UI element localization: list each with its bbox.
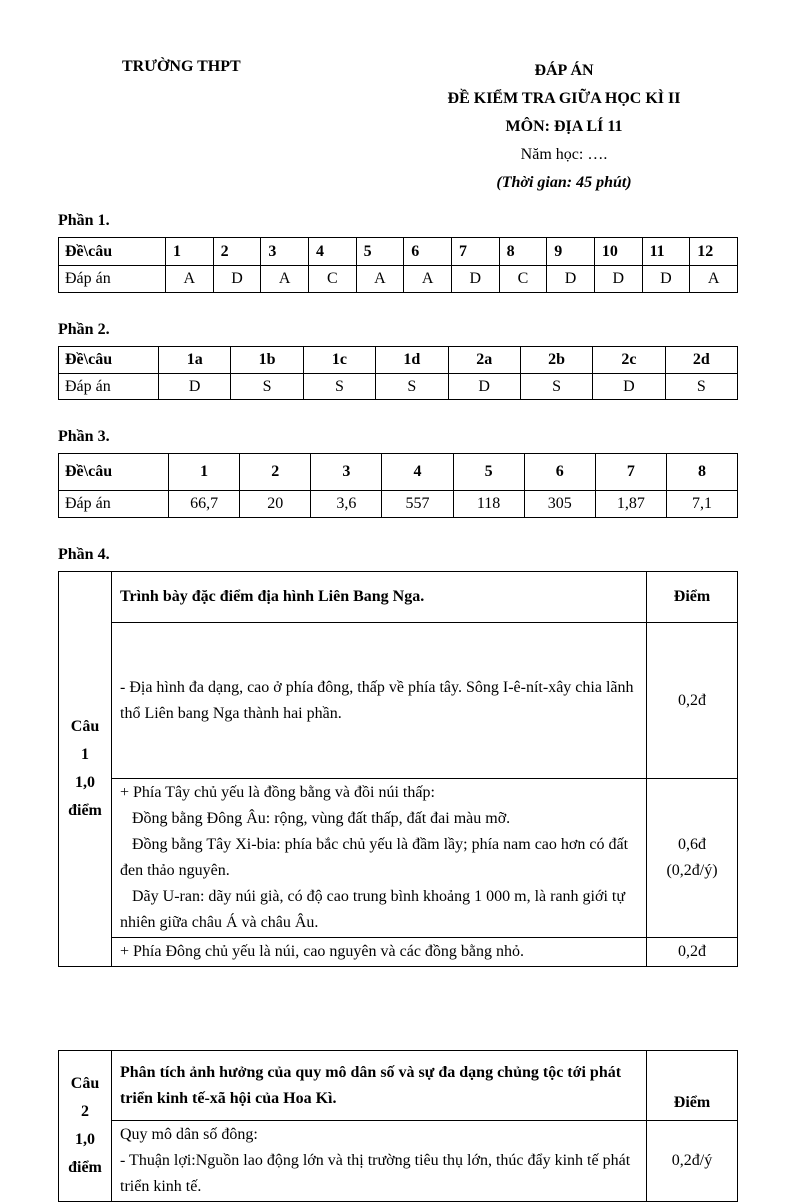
section-part1: [58, 211, 738, 293]
score-header-cell: Điểm: [647, 572, 738, 623]
answer-cell: 305: [524, 491, 595, 518]
content-paragraph: Đồng bằng Tây Xi-bia: phía bắc chủ yếu là đầm lầy; phía nam cao hơn có đất đen thảo nguyên.: [120, 836, 629, 879]
score-line: 0,2đ: [678, 691, 706, 709]
content-paragraph: Quy mô dân số đông:: [120, 1126, 258, 1143]
question-number-cell: 5: [356, 238, 404, 266]
corner-cell: Đề\câu: [59, 347, 159, 374]
header-row: [59, 347, 738, 374]
question-label-line: Câu: [70, 718, 100, 735]
header-row: [59, 454, 738, 491]
question-number-cell: 8: [499, 238, 547, 266]
section-part3: [58, 427, 738, 518]
question-number-cell: 5: [453, 454, 524, 491]
section-part2: [58, 320, 738, 400]
answer-cell: 1,87: [595, 491, 666, 518]
subject-line: MÔN: ĐỊA LÍ 11: [505, 118, 623, 135]
rubric-header-row: [59, 1051, 738, 1121]
content-paragraph: - Thuận lợi:Nguồn lao động lớn và thị trường tiêu thụ lớn, thúc đẩy kinh tế phát triển kinh tế.: [120, 1152, 631, 1195]
content-paragraph: - Địa hình đa dạng, cao ở phía đông, thấp về phía tây. Sông I-ê-nít-xây chia lãnh thổ Liên bang Nga thành hai phần.: [120, 678, 634, 722]
answer-cell: S: [303, 374, 375, 400]
rubric-row: [59, 1121, 738, 1202]
question-number-cell: 2: [240, 454, 311, 491]
question-2-table: [58, 1050, 738, 1202]
question-label-line: điểm: [68, 1159, 102, 1176]
school-name: TRƯỜNG THPT: [122, 58, 241, 75]
question-number-cell: 12: [690, 238, 738, 266]
content-paragraph: Đồng bằng Đông Âu: rộng, vùng đất thấp, đất đai màu mỡ.: [132, 810, 511, 827]
answer-cell: A: [404, 266, 452, 293]
question-title-cell: Phân tích ảnh hưởng của quy mô dân số và sự đa dạng chủng tộc tới phát triển kinh tế-xã hội của Hoa Kì.: [112, 1051, 647, 1121]
answer-row: [59, 266, 738, 293]
question-number-cell: 4: [308, 238, 356, 266]
rubric-tables: [58, 571, 738, 1202]
answer-cell: D: [594, 266, 642, 293]
rubric-row: [59, 623, 738, 779]
row-label-cell: Đáp án: [59, 491, 169, 518]
question-1-table: [58, 571, 738, 967]
part2-table: [58, 346, 738, 400]
part4-label: Phần 4.: [58, 546, 110, 563]
question-number-cell: 2d: [665, 347, 737, 374]
question-number-cell: 1c: [303, 347, 375, 374]
section-part4: [58, 545, 738, 1202]
score-header-cell: Điểm: [647, 1051, 738, 1121]
question-number-cell: 6: [524, 454, 595, 491]
question-label-line: điểm: [68, 802, 102, 819]
question-number-cell: 1a: [159, 347, 231, 374]
duration-line: (Thời gian: 45 phút): [496, 174, 632, 191]
title-block: [390, 57, 738, 197]
question-label-line: Câu: [70, 1075, 100, 1092]
answer-cell: S: [231, 374, 303, 400]
answer-cell: 3,6: [311, 491, 382, 518]
answer-cell: S: [376, 374, 448, 400]
question-number-cell: 2b: [520, 347, 592, 374]
score-cell: [647, 1121, 738, 1202]
answer-cell: D: [448, 374, 520, 400]
score-line: 0,2đ/ý: [671, 1152, 713, 1169]
answer-cell: A: [261, 266, 309, 293]
question-number-cell: 2c: [593, 347, 665, 374]
score-cell: [647, 938, 738, 967]
answer-cell: C: [499, 266, 547, 293]
question-number-cell: 10: [594, 238, 642, 266]
content-cell: [112, 938, 647, 967]
corner-cell: Đề\câu: [59, 454, 169, 491]
exam-title: ĐỀ KIỂM TRA GIỮA HỌC KÌ II: [447, 90, 681, 107]
answer-cell: A: [166, 266, 214, 293]
document-header: [58, 57, 738, 197]
score-line: (0,2đ/ý): [666, 862, 718, 879]
question-number-cell: 2: [213, 238, 261, 266]
answer-cell: 7,1: [666, 491, 737, 518]
rubric-row: [59, 779, 738, 938]
question-label-line: 1,0: [75, 774, 95, 791]
question-number-cell: 7: [595, 454, 666, 491]
answer-cell: A: [690, 266, 738, 293]
part1-label: Phần 1.: [58, 212, 110, 229]
answer-cell: S: [665, 374, 737, 400]
question-number-cell: 1: [169, 454, 240, 491]
row-label-cell: Đáp án: [59, 266, 166, 293]
question-number-cell: 2a: [448, 347, 520, 374]
answer-cell: C: [308, 266, 356, 293]
question-number-cell: 1: [166, 238, 214, 266]
question-number-cell: 3: [311, 454, 382, 491]
answer-cell: 66,7: [169, 491, 240, 518]
part3-label: Phần 3.: [58, 428, 110, 445]
score-cell: [647, 779, 738, 938]
answer-cell: S: [520, 374, 592, 400]
question-number-cell: 11: [642, 238, 690, 266]
rubric-header-row: [59, 572, 738, 623]
question-title-cell: Trình bày đặc điểm địa hình Liên Bang Nga.: [112, 572, 647, 623]
question-label-cell: [59, 1051, 112, 1202]
content-paragraph: Dãy U-ran: dãy núi già, có độ cao trung bình khoảng 1 000 m, là ranh giới tự nhiên giữa châu Á và châu Âu.: [120, 888, 626, 931]
content-paragraph: + Phía Đông chủ yếu là núi, cao nguyên và các đồng bằng nhỏ.: [120, 943, 525, 960]
document-title: ĐÁP ÁN: [534, 62, 594, 79]
answer-cell: 20: [240, 491, 311, 518]
answer-cell: A: [356, 266, 404, 293]
question-number-cell: 3: [261, 238, 309, 266]
row-label-cell: Đáp án: [59, 374, 159, 400]
answer-cell: D: [593, 374, 665, 400]
part3-table: [58, 453, 738, 518]
question-label-line: 2: [81, 1103, 89, 1120]
header-row: [59, 238, 738, 266]
answer-row: [59, 491, 738, 518]
answer-cell: D: [547, 266, 595, 293]
answer-cell: D: [159, 374, 231, 400]
question-number-cell: 1d: [376, 347, 448, 374]
answer-cell: D: [451, 266, 499, 293]
part2-label: Phần 2.: [58, 321, 110, 338]
rubric-row: [59, 938, 738, 967]
question-number-cell: 1b: [231, 347, 303, 374]
content-cell: [112, 1121, 647, 1202]
question-label-line: 1: [81, 746, 89, 763]
answer-cell: D: [642, 266, 690, 293]
question-number-cell: 7: [451, 238, 499, 266]
question-label-line: 1,0: [75, 1131, 95, 1148]
question-number-cell: 4: [382, 454, 453, 491]
part1-table: [58, 237, 738, 293]
question-number-cell: 8: [666, 454, 737, 491]
score-cell: [647, 623, 738, 779]
answer-sections: [58, 211, 738, 518]
school-year-line: Năm học: ….: [520, 146, 608, 163]
content-cell: [112, 779, 647, 938]
content-cell: [112, 623, 647, 779]
question-number-cell: 6: [404, 238, 452, 266]
answer-cell: 557: [382, 491, 453, 518]
score-line: 0,2đ: [678, 943, 706, 960]
content-paragraph: + Phía Tây chủ yếu là đồng bằng và đồi núi thấp:: [120, 784, 435, 801]
question-label-cell: [59, 572, 112, 967]
answer-row: [59, 374, 738, 400]
answer-cell: 118: [453, 491, 524, 518]
score-line: 0,6đ: [678, 836, 706, 853]
corner-cell: Đề\câu: [59, 238, 166, 266]
question-number-cell: 9: [547, 238, 595, 266]
answer-cell: D: [213, 266, 261, 293]
